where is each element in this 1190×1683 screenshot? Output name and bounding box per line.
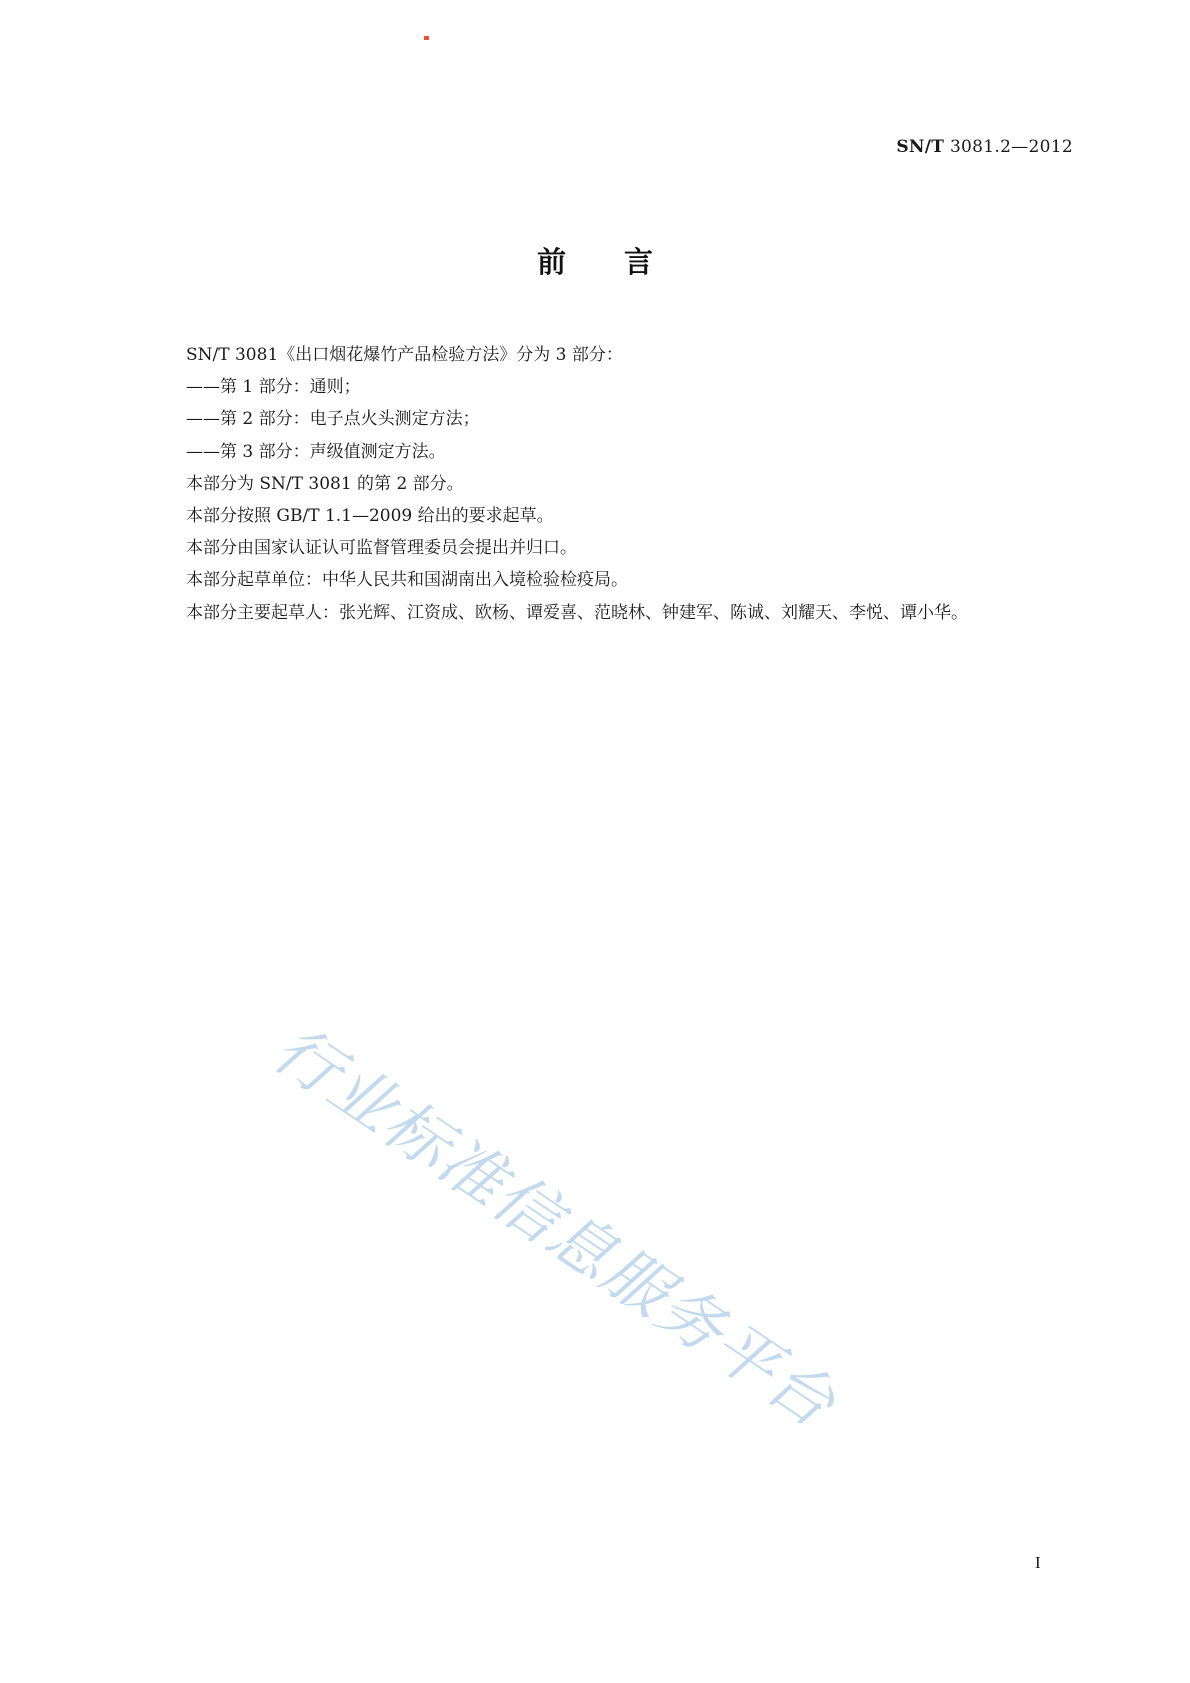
foreword-line: 本部分为 SN/T 3081 的第 2 部分。	[186, 473, 464, 494]
standard-number-value: 3081.2—2012	[949, 137, 1073, 157]
top-marker	[424, 36, 429, 40]
foreword-line: 本部分由国家认证认可监督管理委员会提出并归口。	[186, 538, 577, 559]
foreword-line: ——第 3 部分：声级值测定方法。	[186, 441, 446, 462]
foreword-line: ——第 1 部分：通则；	[186, 377, 361, 398]
foreword-body	[186, 339, 1066, 629]
foreword-line: 本部分按照 GB/T 1.1—2009 给出的要求起草。	[186, 506, 554, 527]
watermark: 行业标准信息服务平台	[260, 1012, 849, 1443]
foreword-line: 本部分起草单位：中华人民共和国湖南出入境检验检疫局。	[186, 570, 628, 591]
standard-code: SN/T	[896, 137, 945, 157]
foreword-line: ——第 2 部分：电子点火头测定方法；	[186, 409, 480, 430]
page-number: I	[1035, 1553, 1041, 1572]
foreword-line: 本部分主要起草人：张光辉、江资成、欧杨、谭爱喜、范晓林、钟建军、陈诚、刘耀天、李悦、谭小华。	[186, 602, 968, 623]
page-title: 前言	[536, 245, 711, 279]
foreword-line: SN/T 3081《出口烟花爆竹产品检验方法》分为 3 部分：	[186, 345, 623, 365]
standard-number	[896, 137, 1073, 157]
